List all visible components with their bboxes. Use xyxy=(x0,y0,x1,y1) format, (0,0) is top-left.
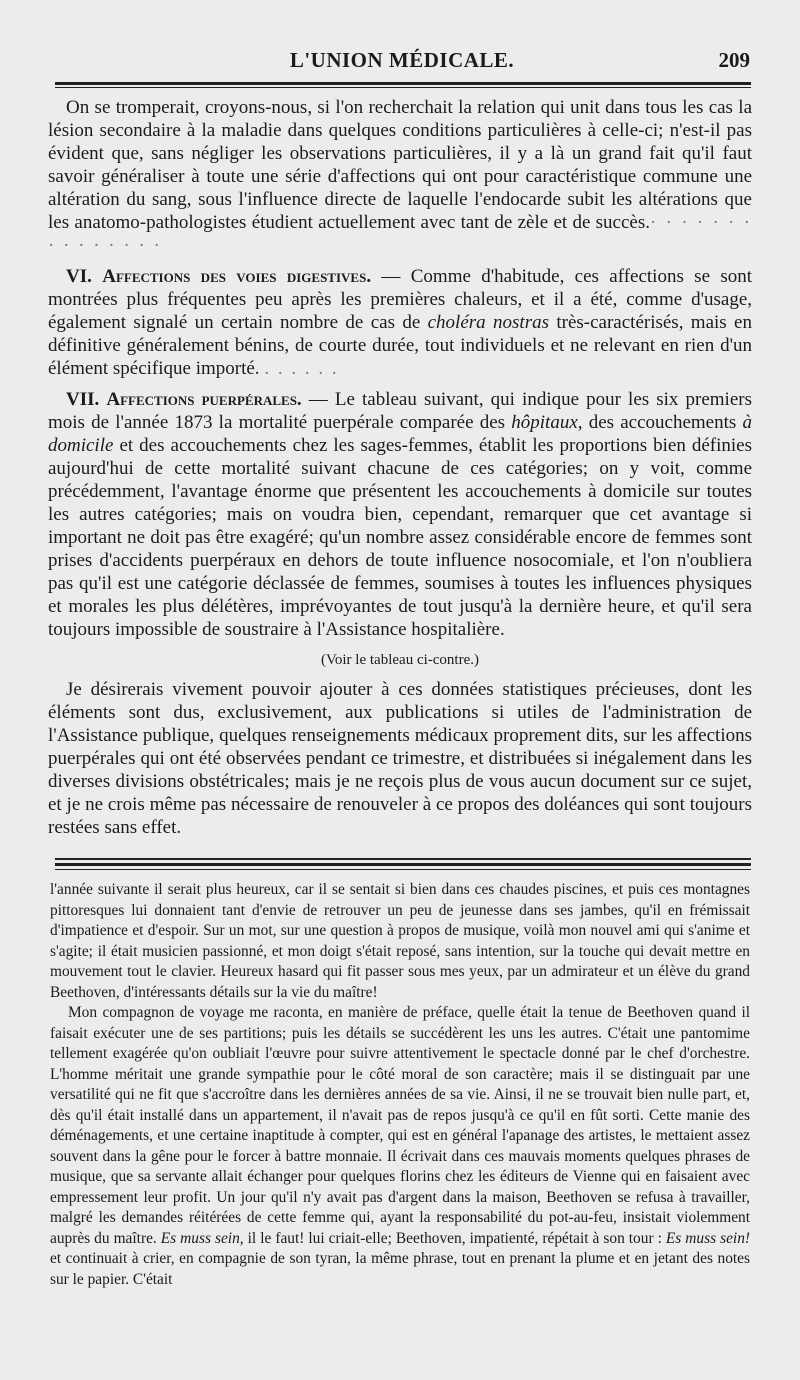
italic-term: choléra nostras xyxy=(427,312,549,333)
section-number: VI. xyxy=(66,266,92,287)
main-article xyxy=(48,96,752,839)
italic-quote: Es muss sein! xyxy=(665,1229,751,1247)
section-heading: Affections puerpérales. xyxy=(106,389,302,410)
table-reference: (Voir le tableau ci-contre.) xyxy=(321,652,479,668)
italic-term: hôpitaux, xyxy=(511,412,583,433)
dot-leader: · · · · · · · · · · · · · · · xyxy=(48,212,752,256)
italic-term: à domicile xyxy=(48,412,752,456)
paragraph-endocarde: On se tromperait, croyons-nous, si l'on recherchait la relation qui unit dans tous les cas la lésion secondaire à la maladie dans quelques conditions particulières à celle-ci; n'est-il pas évident que, sans négliger les observations particulières, il y a là un grand fait qu'il faut savoir généraliser à toute une série d'affections qui ont pour caractéristique commune une altération du sang, sous l'influence directe de laquelle l'endocarde subit les altérations que les anatomo-pathologistes étudient actuellement avec tant de zèle et de succès.· · · · · · · · · · · · · · · xyxy=(48,97,752,256)
running-header xyxy=(52,44,752,74)
journal-title: L'UNION MÉDICALE. xyxy=(289,48,515,72)
header-rule-thin xyxy=(55,87,751,88)
section-heading: Affections des voies digestives. xyxy=(102,266,372,287)
paragraph-statistiques: Je désirerais vivement pouvoir ajouter à ces données statistiques précieuses, dont les éléments sont dus, exclusivement, aux publications si utiles de l'administration de l'Assistance publique, quelques renseignements médicaux proprement dits, sur les affections puerpérales qui ont été observées pendant ce trimestre, et distribuées si inégalement dans les diverses divisions obstétricales; mais je ne reçois plus de vous aucun document sur ce sujet, et je ne crois même pas nécessaire de renouveler à ce propos des doléances qui sont toujours restées sans effet. xyxy=(48,679,752,838)
feuilleton-rule-1 xyxy=(55,858,751,860)
feuilleton-rule-2 xyxy=(55,863,751,866)
header-rule-thick xyxy=(55,82,751,85)
section-vi: VI. Affections des voies digestives. — Comme d'habitude, ces affections se sont montrées plus fréquentes peu après les premières chaleurs, et il a été, comme d'usage, également signalé un certain nombre de cas de choléra nostras très-caractérisés, mais en définitive généralement bénins, de courte durée, tout individuels et ne relevant en rien d'un élément spécifique importé. . . . . . . xyxy=(48,266,753,379)
section-vii: VII. Affections puerpérales. — Le tableau suivant, qui indique pour les six premiers mois de l'année 1873 la mortalité puerpérale comparée des hôpitaux, des accouchements à domicile et des accouchements chez les sages-femmes, établit les proportions bien définies aujourd'hui de cette mortalité suivant chacune de ces catégories; on y voit, comme précédemment, l'avantage énorme que présentent les accouchements à domicile sur toutes les autres catégories; mais on voudra bien, cependant, remarquer que cet avantage si important ne doit pas être exagéré; qu'un nombre assez considérable encore de femmes sont prises d'accidents puerpéraux en dehors de toute influence nosocomiale, et l'on n'oubliera pas qu'il est une catégorie déclassée de femmes, soumises à toutes les influences physiques et morales les plus délétères, imprévoyantes de tout jusqu'à la dernière heure, et qu'il sera toujours impossible de soustraire à l'Assistance hospitalière. xyxy=(48,389,752,640)
feuilleton xyxy=(50,880,750,1290)
feuilleton-rule-3 xyxy=(55,869,751,870)
page-number: 209 xyxy=(718,48,750,72)
italic-quote: Es muss sein, xyxy=(160,1229,244,1247)
feuilleton-paragraph-beethoven: Mon compagnon de voyage me raconta, en manière de préface, quelle était la tenue de Beethoven quand il faisait exécuter une de ses partitions; puis les détails se succédèrent les uns les autres. C'était une pantomime tellement exagérée qu'on oubliait l'œuvre pour suivre attentivement le spectacle donné par le chef d'orchestre. L'homme méritait une grande sympathie pour le côté moral de son caractère; mais il se distinguait par une versatilité qui ne fit que s'accroître dans les dernières années de sa vie. Ainsi, il ne se trouvait bien nulle part, et, dès qu'il était installé dans un appartement, il n'avait pas de repos jusqu'à ce qu'il en fût sorti. Cette manie des déménagements, et une certaine inaptitude à compter, qui est en général l'apanage des artistes, le mettaient assez souvent dans la gêne pour le forcer à battre monnaie. Il écrivait dans ces mauvais moments quelques phrases de musique, que sa servante allait échanger pour quelques florins chez les éditeurs de Vienne qui en faisaient avec empressement leur profit. Un jour qu'il n'y avait pas d'argent dans la maison, Beethoven se refusa à travailler, malgré les demandes réitérées de cette femme qui, ayant la responsabilité du pot-au-feu, insistait violemment auprès du maître. Es muss sein, il le faut! lui criait-elle; Beethoven, impatienté, répétait à son tour : Es muss sein! et continuait à crier, en compagnie de son tyran, la même phrase, tout en prenant la plume et en jetant des notes sur le papier. C'était xyxy=(50,1004,751,1288)
feuilleton-paragraph: l'année suivante il serait plus heureux, car il se sentait si bien dans ces chaudes piscines, et puis ces montagnes pittoresques lui donnaient tant d'envie de retrouver un peu de jeunesse dans ses jambes, qu'il en frémissait d'impatience et d'espoir. Sur un mot, sur une question à propos de musique, voilà mon nouvel ami qui s'anime et s'agite; il était musicien passionné, et mon doigt s'était reposé, sans intention, sur la touche qui devait mettre en mouvement tout le clavier. Heureux hasard qui fit passer sous mes yeux, par un admirateur et un élève du grand Beethoven, d'intéressants détails sur la vie du maître! xyxy=(50,881,750,1001)
dot-leader: . . . . . . xyxy=(264,358,339,379)
section-number: VII. xyxy=(66,389,100,410)
